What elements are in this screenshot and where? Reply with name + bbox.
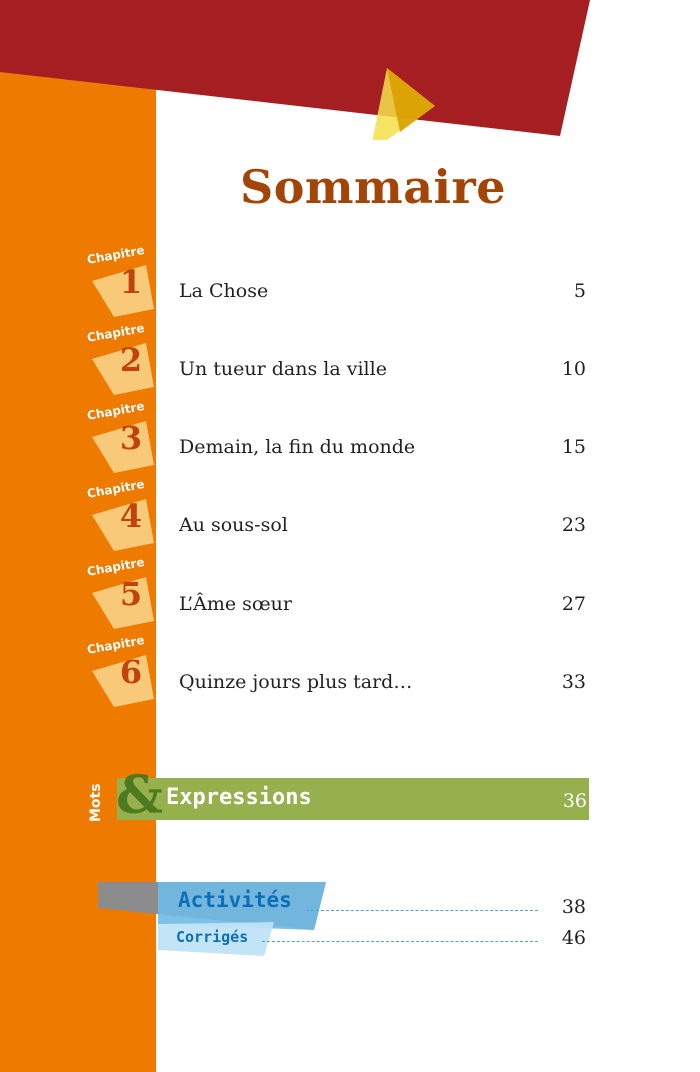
chapter-title-5: L’Âme sœur (179, 593, 292, 615)
chapter-word: Chapitre (86, 242, 146, 267)
chapter-page-1: 5 (573, 280, 586, 302)
chapter-badge-3 (84, 398, 160, 477)
chapter-page-3: 15 (561, 436, 586, 458)
page-title: Sommaire (239, 160, 507, 214)
chapter-word: Chapitre (86, 632, 146, 657)
chapter-page-2: 10 (561, 358, 586, 380)
corriges-page: 46 (561, 927, 586, 949)
chapter-word: Chapitre (86, 320, 146, 345)
chapter-title-6: Quinze jours plus tard… (179, 671, 413, 693)
chapter-number: 5 (119, 575, 143, 613)
chapter-number: 3 (119, 419, 143, 457)
chapter-page-4: 23 (561, 514, 586, 536)
activites-page: 38 (561, 896, 586, 918)
expressions-label: Expressions (166, 785, 312, 810)
chapter-badge-2 (84, 320, 160, 399)
chapter-badge-4 (84, 476, 160, 555)
chapter-word: Chapitre (86, 554, 146, 579)
activites-leader-dots (306, 910, 538, 911)
activites-label: Activités (178, 888, 292, 912)
chapter-badge-5 (84, 554, 160, 633)
corriges-label: Corrigés (176, 928, 249, 946)
chapter-word: Chapitre (86, 398, 146, 423)
chapter-number: 4 (119, 497, 143, 535)
chapter-number: 2 (119, 341, 143, 379)
chapter-number: 1 (119, 263, 143, 301)
mots-label: Mots (88, 783, 104, 822)
ampersand-logo: & (116, 765, 163, 826)
red-header-shape (0, 0, 700, 140)
chapter-badge-6 (84, 632, 160, 711)
chapter-page-6: 33 (561, 671, 586, 693)
chapter-title-3: Demain, la fin du monde (179, 436, 416, 458)
expressions-page: 36 (562, 790, 587, 812)
chapter-word: Chapitre (86, 476, 146, 501)
chapter-title-1: La Chose (179, 280, 269, 302)
chapter-badge-1 (84, 242, 160, 321)
chapter-title-4: Au sous-sol (179, 514, 288, 536)
corriges-leader-dots (262, 941, 538, 942)
chapter-title-2: Un tueur dans la ville (179, 358, 387, 380)
chapter-number: 6 (119, 653, 143, 691)
chapter-page-5: 27 (561, 593, 586, 615)
